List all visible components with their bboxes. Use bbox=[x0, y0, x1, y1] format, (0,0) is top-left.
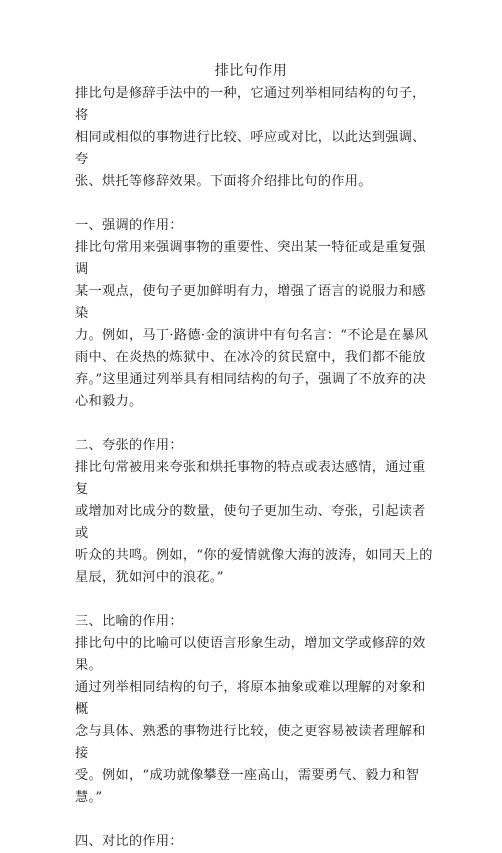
section-heading-exaggeration: 二、夸张的作用： bbox=[75, 438, 183, 453]
section-heading-emphasis: 一、强调的作用： bbox=[75, 218, 183, 233]
section-body-exaggeration: 排比句常被用来夸张和烘托事物的特点或表达感情，通过重复 或增加对比成分的数量，使句子更加生动、夸张，引起读者或 听众的共鸣。例如，“你的爱情就像大海的波涛，如同天上的 星辰，犹如河中的浪花。” bbox=[75, 460, 433, 585]
section-body-metaphor: 排比句中的比喻可以使语言形象生动，增加文学或修辞的效果。 通过列举相同结构的句子，将原本抽象或难以理解的对象和概 念与具体、熟悉的事物进行比较，使之更容易被读者理解和接 受。例如，“成功就像攀登一座高山，需要勇气、毅力和智 慧。” bbox=[75, 636, 426, 805]
paragraph-spacer bbox=[75, 193, 437, 215]
section-body-emphasis: 排比句常用来强调事物的重要性、突出某一特征或是重复强调 某一观点，使句子更加鲜明有力，增强了语言的说服力和感染 力。例如，马丁·路德·金的演讲中有句名言：“不论是在暴风 雨中、在炎热的炼狱中、在冰冷的贫民窟中，我们都不能放 弃。”这里通过列举具有相同结构的句子，强调了不放弃的决 心和毅力。 bbox=[75, 240, 429, 409]
document-body bbox=[75, 83, 437, 853]
section-heading-contrast: 四、对比的作用： bbox=[75, 834, 183, 849]
paragraph-spacer bbox=[75, 413, 437, 435]
section-heading-metaphor: 三、比喻的作用： bbox=[75, 614, 183, 629]
paragraph-spacer bbox=[75, 589, 437, 611]
paragraph-spacer bbox=[75, 809, 437, 831]
intro-paragraph: 排比句是修辞手法中的一种，它通过列举相同结构的句子，将 相同或相似的事物进行比较、呼应或对比，以此达到强调、夸 张、烘托等修辞效果。下面将介绍排比句的作用。 bbox=[75, 86, 426, 189]
document-title: 排比句作用 bbox=[214, 63, 288, 79]
